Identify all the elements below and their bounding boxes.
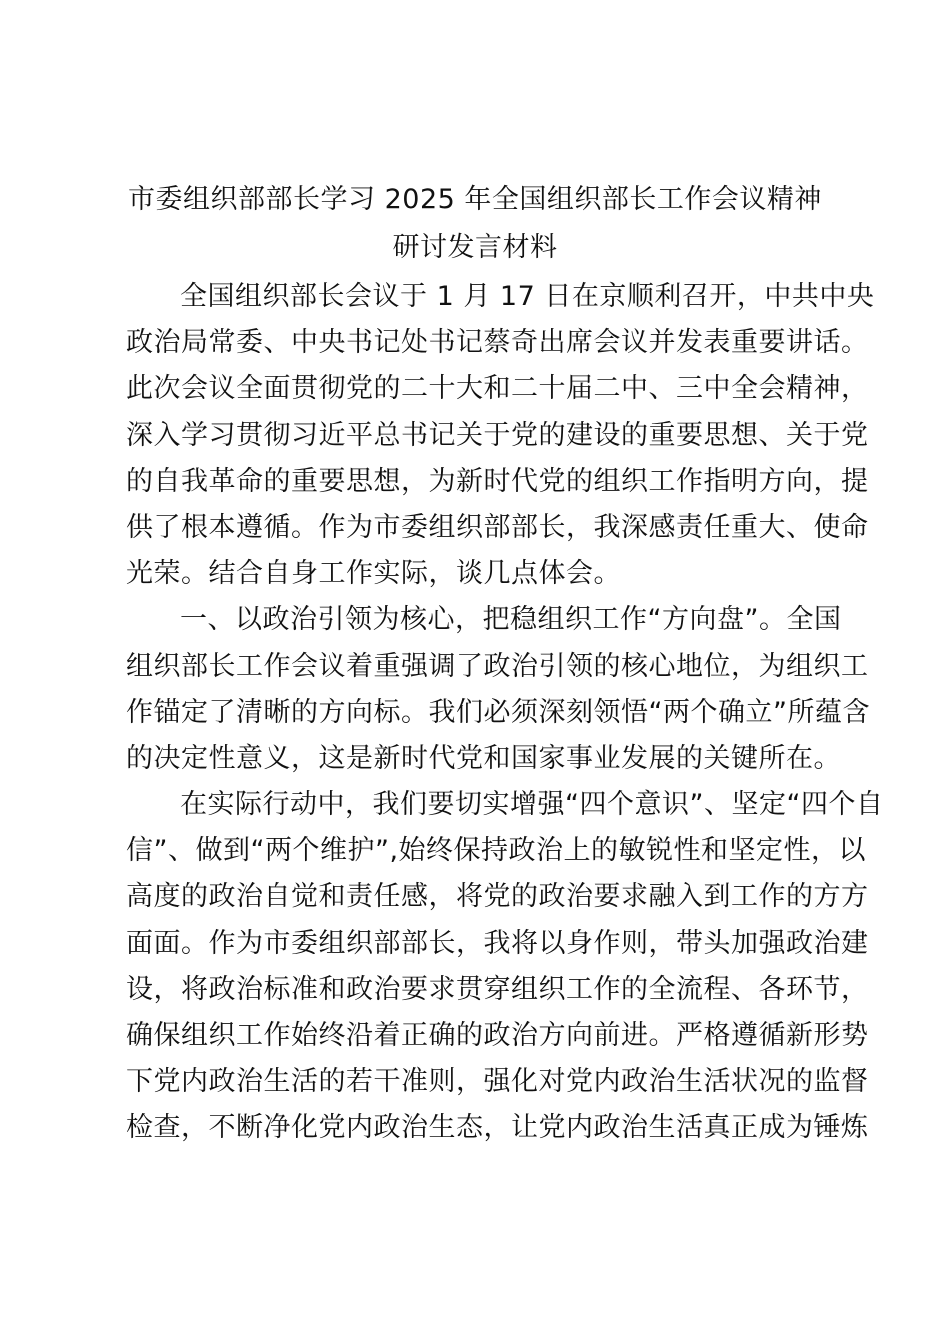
body-line-7: 光荣。结合自身工作实际，谈几点体会。 [126, 558, 621, 590]
body-line-2: 政治局常委、中央书记处书记蔡奇出席会议并发表重要讲话。 [126, 327, 869, 359]
body-line-18: 下党内政治生活的若干准则，强化对党内政治生活状况的监督 [126, 1066, 869, 1098]
document-body [126, 274, 884, 1152]
body-line-9: 组织部长工作会议着重强调了政治引领的核心地位，为组织工 [126, 650, 869, 682]
title-line-2: 研讨发言材料 [392, 232, 558, 263]
document-title [110, 176, 840, 272]
body-line-5: 的自我革命的重要思想，为新时代党的组织工作指明方向，提 [126, 465, 869, 497]
body-line-13: 信”、做到“两个维护”,始终保持政治上的敏锐性和坚定性，以 [126, 835, 867, 867]
body-line-15: 面面。作为市委组织部部长，我将以身作则，带头加强政治建 [126, 927, 869, 959]
body-line-12: 在实际行动中，我们要切实增强“四个意识”、坚定“四个自 [180, 789, 884, 821]
body-line-10: 作锚定了清晰的方向标。我们必须深刻领悟“两个确立”所蕴含 [126, 696, 870, 728]
body-line-3: 此次会议全面贯彻党的二十大和二十届二中、三中全会精神， [126, 373, 869, 405]
body-line-19: 检查，不断净化党内政治生态，让党内政治生活真正成为锤炼 [126, 1112, 869, 1144]
body-line-17: 确保组织工作始终沿着正确的政治方向前进。严格遵循新形势 [126, 1020, 869, 1051]
body-line-8: 一、以政治引领为核心，把稳组织工作“方向盘”。全国 [180, 604, 842, 636]
body-line-11: 的决定性意义，这是新时代党和国家事业发展的关键所在。 [126, 742, 841, 774]
body-line-14: 高度的政治自觉和责任感，将党的政治要求融入到工作的方方 [126, 881, 869, 913]
body-line-16: 设，将政治标准和政治要求贯穿组织工作的全流程、各环节， [126, 973, 869, 1005]
body-line-6: 供了根本遵循。作为市委组织部部长，我深感责任重大、使命 [126, 511, 869, 543]
body-line-1: 全国组织部长会议于 1 月 17 日在京顺利召开，中共中央 [180, 281, 875, 312]
body-line-4: 深入学习贯彻习近平总书记关于党的建设的重要思想、关于党 [126, 419, 869, 451]
title-line-1: 市委组织部部长学习 2025 年全国组织部长工作会议精神 [128, 184, 822, 215]
